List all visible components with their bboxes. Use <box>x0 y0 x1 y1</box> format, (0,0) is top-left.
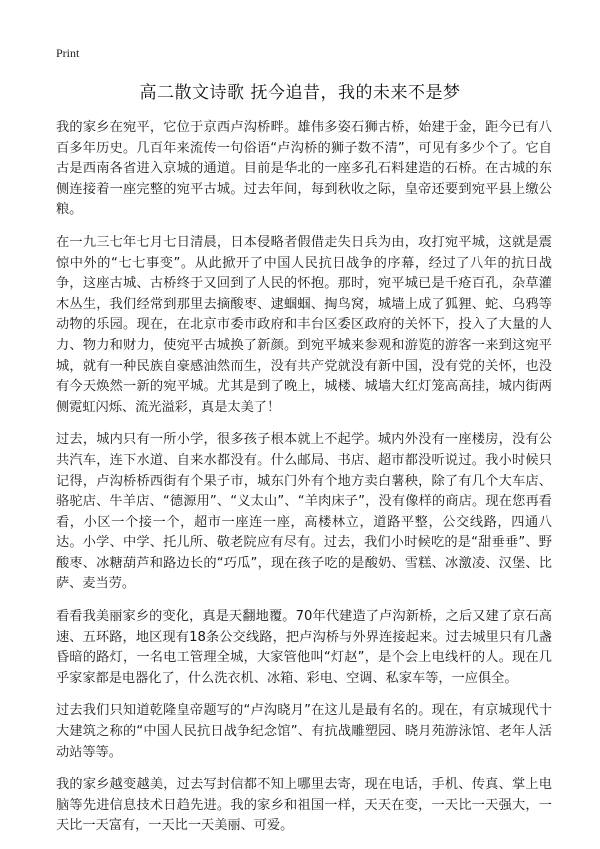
paragraph: 我的家乡越变越美，过去写封信都不知上哪里去寄，现在电话，手机、传真、掌上电脑等先进信息技术日趋先进。我的家乡和祖国一样，天天在变，一天比一天强大，一天比一天富有，一天比一天美丽、可爱。 <box>56 777 552 834</box>
print-link[interactable]: Print <box>56 46 80 60</box>
paragraph: 过去，城内只有一所小学，很多孩子根本就上不起学。城内外没有一座楼房，没有公共汽车，连下水道、自来水都没有。什么邮局、书店、超市都没听说过。我小时候只记得，卢沟桥桥西街有个果子市，城东门外有个地方卖白薯秧，除了有几个大车店、骆驼店、牛羊店、“德源用”、“义太山”、“羊肉床子”，没有像样的商店。现在您再看看，小区一个接一个，超市一座连一座，高楼林立，道路平整，公交线路，四通八达。小学、中学、托儿所、敬老院应有尽有。过去，我们小时候吃的是“甜垂垂”、野酸枣、冰糖葫芦和路边长的“巧瓜”，现在孩子吃的是酸奶、雪糕、冰激凌、汉堡、比萨、麦当劳。 <box>56 432 552 592</box>
paragraph: 过去我们只知道乾隆皇帝题写的“卢沟晓月”在这儿是最有名的。现在，有京城现代十大建筑之称的“中国人民抗日战争纪念馆”、有抗战雕塑园、晓月苑游泳馆、老年人活动站等等。 <box>56 703 552 760</box>
paragraph: 看看我美丽家乡的变化，真是天翻地覆。70年代建造了卢沟新桥，之后又建了京石高速、五环路，地区现有18条公交线路，把卢沟桥与外界连接起来。过去城里只有几盏昏暗的路灯，一名电工管理全城，大家管他叫“灯赵”，是个会上电线杆的人。现在几乎家家都是电器化了，什么洗衣机、冰箱、彩电、空调、私家车等，一应俱全。 <box>56 609 552 686</box>
paragraph: 在一九三七年七月七日清晨，日本侵略者假借走失日兵为由，攻打宛平城，这就是震惊中外的“七七事变”。从此掀开了中国人民抗日战争的序幕，经过了八年的抗日战争，这座古城、古桥终于又回到了人民的怀抱。那时，宛平城已是千疮百孔，杂草灌木丛生，我们经常到那里去摘酸枣、逮蝈蝈、掏鸟窝，城墙上成了狐狸、蛇、乌鸦等动物的乐园。现在，在北京市委市政府和丰台区委区政府的关怀下，投入了大量的人力、物力和财力，使宛平古城换了新颜。到宛平城来参观和游览的游客一来到这宛平城，就有一种民族自豪感油然而生，没有共产党就没有新中国，没有党的关怀，也没有今天焕然一新的宛平城。尤其是到了晚上，城楼、城墙大红灯笼高高挂，城内街两侧霓虹闪烁、流光溢彩，真是太美了！ <box>56 234 552 415</box>
page-title: 高二散文诗歌 抚今追昔，我的未来不是梦 <box>139 83 461 103</box>
article-body <box>56 118 552 849</box>
paragraph: 我的家乡在宛平，它位于京西卢沟桥畔。雄伟多姿石狮古桥，始建于金，距今已有八百多年历史。几百年来流传一句俗语“卢沟桥的狮子数不清”，可见有多少个了。它自古是西南各省进入京城的通道。目前是华北的一座多孔石料建造的石桥。在古城的东侧连接着一座完整的宛平古城。过去年间，每到秋收之际，皇帝还要到宛平县上缴公粮。 <box>56 120 552 218</box>
